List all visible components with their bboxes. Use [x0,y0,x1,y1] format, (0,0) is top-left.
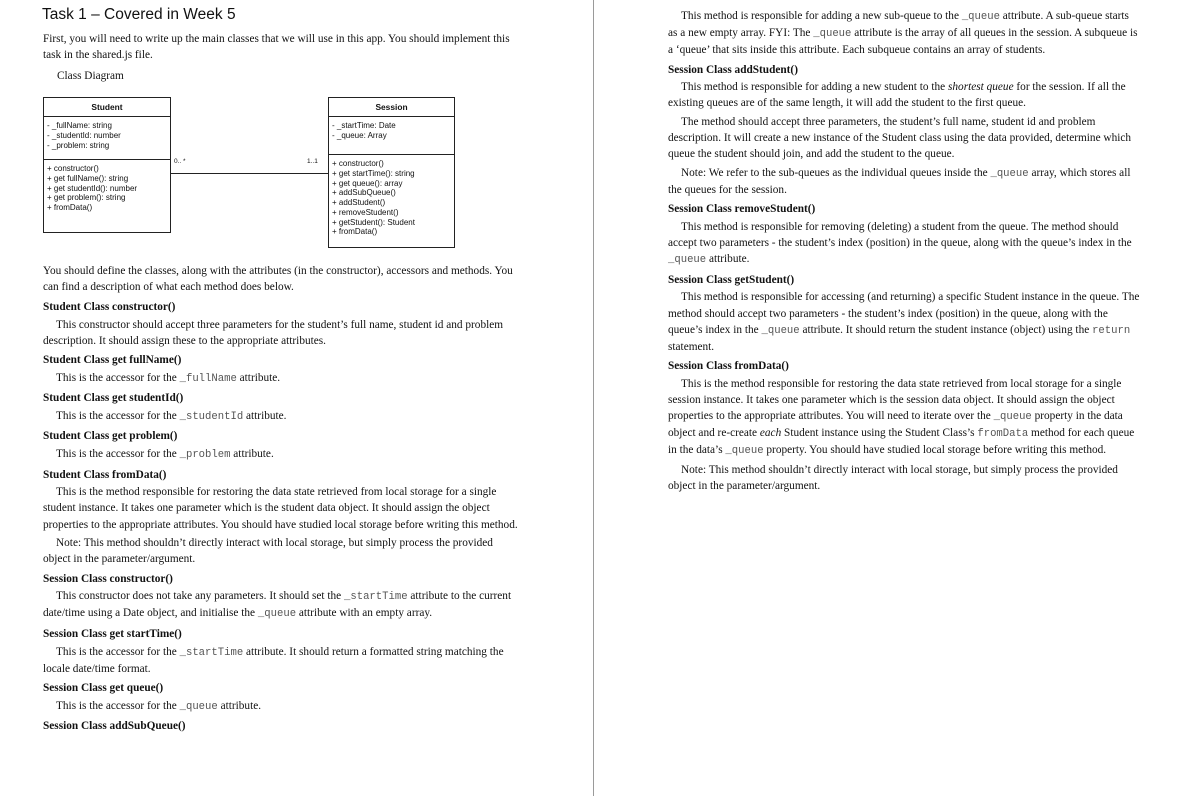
code-queue: _queue [179,700,218,713]
uml-session-methods [329,155,454,240]
heading-student-fromdata: Student Class fromData() [43,468,167,481]
uml-method: + getStudent(): Student [332,217,415,227]
uml-attribute: - _queue: Array [332,130,387,140]
uml-session-class [328,97,455,248]
text: array, which stores all the queues for the session. [668,166,1131,196]
get-starttime-desc [43,644,521,677]
text: This is the accessor for the [56,645,177,658]
uml-method: + constructor() [332,159,384,169]
uml-method: + removeStudent() [332,207,399,217]
heading-session-constructor: Session Class constructor() [43,572,173,585]
code-starttime: _startTime [344,591,408,604]
session-fromdata-desc [668,376,1140,459]
text: property in the data object and re-create [668,410,1123,440]
text: This is the accessor for the [56,409,177,422]
text: This is the accessor for the [56,448,177,461]
text: attribute. A sub-queue starts as a new empty array. FYI: The [668,10,1129,40]
uml-student-methods [44,160,170,216]
code-queue: _queue [813,28,852,41]
code-queue: _queue [257,608,297,621]
code-return: return [1092,324,1131,337]
heading-session-fromdata: Session Class fromData() [668,360,789,373]
addstudent-note [668,165,1140,198]
uml-method: + get problem(): string [47,193,126,203]
define-paragraph: You should define the classes, along with the attributes (in the constructor), accessors and methods. You can find a description of what each method does below. [43,265,513,294]
text: This is the accessor for the [56,699,177,712]
left-page [43,0,521,736]
uml-method: + constructor() [47,164,99,174]
code-problem: _problem [179,449,231,462]
page-divider [593,0,594,796]
uml-method: + get studentId(): number [47,183,138,193]
text: Student instance using the Student Class’s [784,427,975,440]
code-queue: _queue [725,445,764,458]
code-queue: _queue [990,167,1029,180]
uml-attribute: - _startTime: Date [332,121,396,131]
code-studentid: _studentId [179,410,244,423]
uml-session-attributes [329,117,454,155]
get-fullname-desc [43,370,521,387]
code-fullname: _fullName [179,372,237,385]
text: attribute. [220,699,262,712]
heading-removestudent: Session Class removeStudent() [668,203,816,216]
addstudent-desc [668,79,1140,111]
uml-method: + fromData() [332,227,378,237]
code-queue: _queue [993,411,1032,424]
code-queue: _queue [961,11,1000,23]
heading-get-studentid: Student Class get studentId() [43,392,184,405]
addsubqueue-desc [668,8,1140,58]
text: This method is responsible for removing (deleting) a student from the queue. The method should accept two parameters - the student’s index (position) in the queue, along with the queue’s index in the [668,221,1132,250]
text: for the session. If all the existing queues are of the same length, it will add the student to the first queue. [668,81,1126,110]
text: property. You should have studied local storage before writing this method. [766,444,1107,457]
uml-method: + get queue(): array [332,178,403,188]
get-queue-desc [43,698,521,715]
text: attribute to the current date/time using a Date object, and initialise the [43,590,512,620]
get-problem-desc [43,446,521,463]
heading-getstudent: Session Class getStudent() [668,273,795,286]
text: statement. [668,340,715,353]
text: attribute. [233,448,274,461]
session-constructor-desc [43,588,521,622]
uml-student-class [43,97,171,233]
right-page [668,8,1140,494]
heading-get-fullname: Student Class get fullName() [43,354,182,367]
text: Note: We refer to the sub-queues as the individual queues inside the [681,166,988,179]
code-queue: _queue [761,324,800,337]
uml-multiplicity-student: 0.. * [174,158,186,166]
uml-multiplicity-session: 1..1 [307,158,318,166]
heading-student-constructor: Student Class constructor() [43,300,176,313]
text: attribute. [239,371,281,384]
diagram-caption: Class Diagram [57,70,124,83]
code-queue: _queue [668,254,707,267]
text: attribute. It should return the student instance (object) using the [802,323,1090,336]
heading-addsubqueue: Session Class addSubQueue() [43,720,186,733]
text: attribute is the array of all queues in the session. A subqueue is a ‘queue’ that sits inside this attribute. Each subqueue contains an array of students. [668,27,1138,57]
addstudent-desc-2: The method should accept three parameters, the student’s full name, student id and problem description. It will create a new instance of the Student class using the data provided, determine which queue the student should join, and add the student to the queue. [668,116,1132,161]
uml-student-name: Student [44,98,170,117]
text: This constructor does not take any parameters. It should set the [56,590,342,603]
uml-session-name: Session [329,98,454,117]
uml-attribute: - _studentId: number [47,130,121,140]
student-constructor-desc: This constructor should accept three parameters for the student’s full name, student id and problem description. It should assign these to the appropriate attributes. [43,318,504,347]
emphasis: shortest queue [948,81,1014,94]
text: This method is responsible for adding a new sub-queue to the [681,10,959,22]
get-studentid-desc [43,408,521,425]
text: This is the accessor for the [56,371,177,384]
text: This is the method responsible for restoring the data state retrieved from local storage for a single session instance. It takes one parameter which is the session data object. It should assign the object properties to the appropriate attributes. You will need to iterate over the [668,377,1122,423]
code-starttime: _startTime [179,646,244,659]
text: attribute. [708,253,750,266]
uml-method: + addStudent() [332,198,386,208]
uml-attribute: - _problem: string [47,140,110,150]
uml-association-line [170,173,328,174]
text: This method is responsible for accessing (and returning) a specific Student instance in the queue. The method should accept two parameters - the student’s index (position) in the queue, along with the queue’s index in the [668,291,1140,336]
heading-addstudent: Session Class addStudent() [668,63,798,76]
heading-get-problem: Student Class get problem() [43,430,178,443]
uml-student-attributes [44,117,170,160]
emphasis: each [759,427,782,440]
text: method for each queue in the data’s [668,427,1135,457]
student-fromdata-note: Note: This method shouldn’t directly interact with local storage, but simply process the provided object in the parameter/argument. [43,537,493,566]
intro-paragraph: First, you will need to write up the main classes that we will use in this app. You should implement this task in the shared.js file. [43,33,510,62]
text: attribute. [246,409,287,422]
getstudent-desc [668,289,1140,354]
removestudent-desc [668,219,1140,268]
uml-method: + fromData() [47,203,93,213]
uml-method: + addSubQueue() [332,188,396,198]
student-fromdata-desc: This is the method responsible for restoring the data state retrieved from local storage for a single student instance. It takes one parameter which is the student data object. It should assign the object properties to the appropriate attributes. You should have studied local storage before writing this method. [43,486,518,531]
text: attribute. It should return a formatted string matching the locale date/time format. [43,645,504,675]
heading-get-starttime: Session Class get startTime() [43,627,182,640]
text: attribute with an empty array. [298,607,433,620]
task-title: Task 1 – Covered in Week 5 [42,6,236,23]
session-fromdata-note: Note: This method shouldn’t directly interact with local storage, but simply process the provided object in the parameter/argument. [668,463,1118,492]
uml-attribute: - _fullName: string [47,121,112,131]
code-fromdata: fromData [977,428,1029,441]
uml-method: + get fullName(): string [47,173,129,183]
uml-method: + get startTime(): string [332,168,415,178]
text: This method is responsible for adding a new student to the [681,81,946,94]
heading-get-queue: Session Class get queue() [43,682,164,695]
class-diagram [43,97,521,263]
